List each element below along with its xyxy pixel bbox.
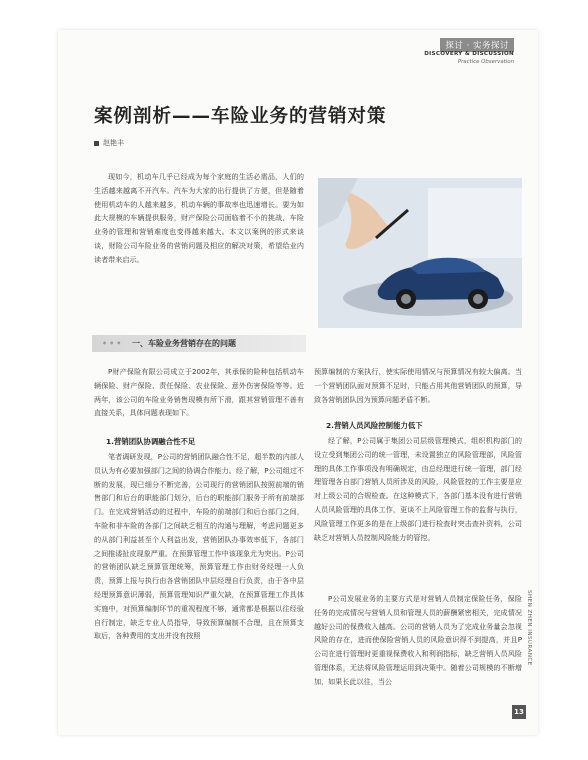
column-2-bottom-text: P公司发展业务的主要方式是对营销人员制定保险任务，保险任务的完成情况与营销人员和管理人员的薪酬紧密相关，完成情况越好公司的保费收入越高。公司的营销人员为了完成业务量会忽视风险的存在，进而使保险营销人员的风险意识得不到提高，并且P公司在进行管理时更重视保费收入和利润指标，缺乏营销人员风险管理体系，无法将风险管理运用到决策中。随着公司规模的不断增加，如果长此以往，当公	[314, 594, 522, 686]
section-1-heading-band	[92, 335, 306, 352]
column-2-continuation: 预算编制的方案执行，使实际使用情况与预算情况有较大偏离。当一个营销团队面对预算不足时，只能占用其他营销团队的预算，导致各营销团队因为预算问题矛盾不断。	[314, 367, 522, 404]
subsection-1-text: 笔者调研发现，P公司的营销团队融合性不足，超半数的内部人员认为有必要加强部门之间的协调合作能力。经了解，P公司组过不断的发展，现已细分不断完善，公司现行的营销团队按照前端的销售部门和后台的职能部门划分，后台的职能部门服务于所有前端部门。在完成营销活动的过程中，车险的前端部门和后台部门之间，车险和非车险的各部门之间缺乏相互的沟通与理解，考虑问题更多的从部门利益甚至个人利益出发，营销团队办事效率低下，各部门之间推诿扯皮现象严重。在预算管理工作中该现象尤为突出。P公司的营销团队缺乏预算管理统筹，预算管理工作由财务经理一人负责，预算上报与执行由各营销团队中层经理自行负责，由于各中层经理预算意识薄弱，预算管理知识严重欠缺，在预算管理工作具体实施中，对预算编制环节的重视程度不够，通常都是根据以往经验自行制定，缺乏专业人员指导，导致预算编制不合理，且在预算支取后，各种费用的支出并没有按照	[94, 452, 304, 641]
magazine-side-label: SHEN ZHEN INSURANCE	[526, 590, 532, 666]
section-english-subtitle: Practice Observation	[457, 59, 514, 65]
author-name: 赵艳丰	[103, 139, 124, 147]
author-line	[94, 138, 124, 148]
author-square-icon	[94, 141, 99, 146]
car-photo	[318, 178, 522, 328]
subsection-2-text: 经了解，P公司属于集团公司层级管理模式，组织机构部门的设立受到集团公司的统一管理，未设置独立的风险管理部，风险管理的具体工作事项没有明确规定，由总经理进行统一管理，部门经理管理各自部门营销人员所涉及的风险，风险管控的工作主要是应对上级公司的合规检查。在这种模式下，各部门基本没有进行营销人员风险管理的具体工作，更谈不上风险管理工作的监督与执行，风险管理工作更多的是在上级部门进行检查时突击查补资料，公司缺乏对营销人员控制风险能力的管控。	[314, 436, 522, 542]
section-1-title: 一、车险业务营销存在的问题	[132, 339, 236, 348]
photo-car-and-hand-icon	[318, 178, 522, 328]
section-english-title: DISCOVERY & DISCUSSION	[424, 51, 514, 57]
section-tag: 探讨 · 实务探讨	[440, 38, 514, 52]
heading-dots: •••	[102, 339, 124, 348]
magazine-page	[58, 30, 538, 735]
subsection-1-title: 1.营销团队协调融合性不足	[106, 437, 196, 446]
page-number: 13	[512, 705, 526, 719]
article-title: 案例剖析——车险业务的营销对策	[94, 106, 387, 127]
section-1-intro: P财产保险有限公司成立于2002年，其承保的险种包括机动车辆保险、财产保险、责任保险、农业保险、意外伤害保险等等。近两年，该公司的车险业务销售现模有所下滑，跟其营销管理不善有直接关系，具体问题表现如下。	[94, 367, 304, 418]
subsection-2-title: 2.营销人员风险控制能力低下	[326, 421, 423, 430]
article-intro: 现如今，机动车几乎已经成为每个家庭的生活必需品，人们的生活越来越离不开汽车。汽车为大家的出行提供了方便，但是随着使用机动车的人越来越多，机动车辆的事故率也迅速增长。要为如此大规模的车辆提供服务，财产保险公司面临着不小的挑战，车险业务的管理和营销难度也变得越来越大。本文以案例的形式来谈谈，财险公司车险业务的营销问题及相应的解决对策，希望给业内读者带来启示。	[94, 172, 304, 264]
